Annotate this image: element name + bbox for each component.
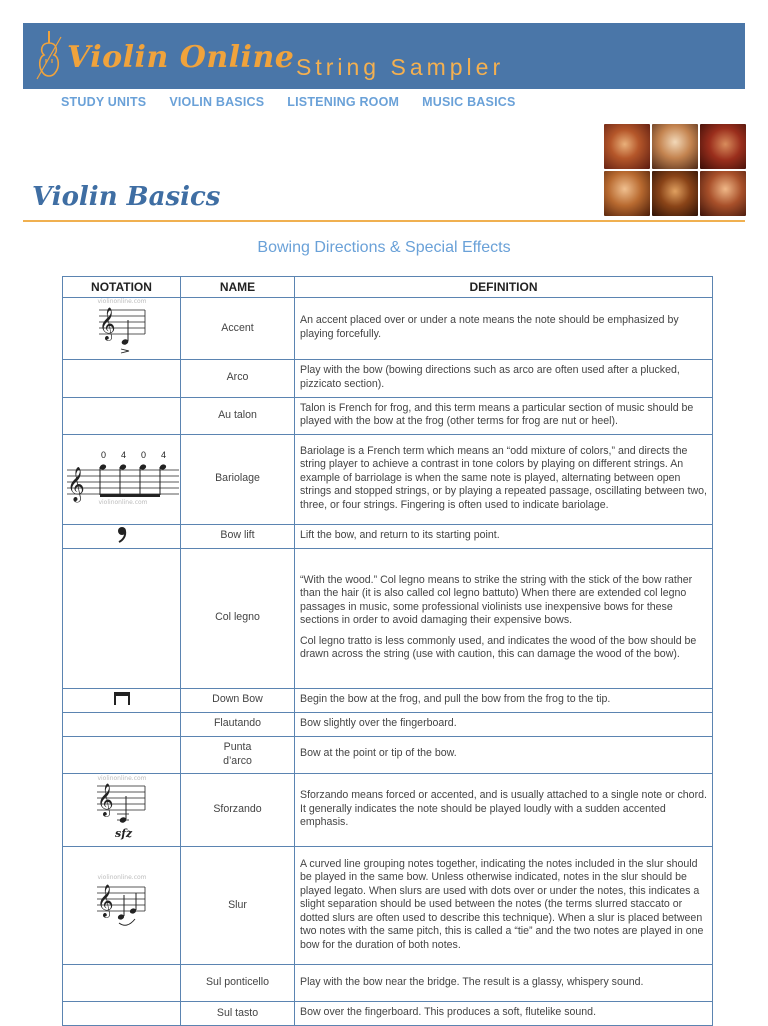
term-name: Arco bbox=[181, 359, 295, 397]
portrait-image bbox=[652, 124, 698, 169]
brand-logo-text[interactable]: Violin Online bbox=[67, 40, 295, 75]
table-row bbox=[63, 524, 713, 548]
table-row bbox=[63, 965, 713, 1002]
accent-staff-icon bbox=[87, 298, 157, 354]
svg-text:𝄞: 𝄞 bbox=[98, 307, 116, 340]
notation-cell bbox=[63, 712, 181, 736]
term-definition: Begin the bow at the frog, and pull the bow from the frog to the tip. bbox=[295, 688, 713, 712]
nav-violin-basics[interactable]: VIOLIN BASICS bbox=[169, 95, 265, 109]
portrait-image bbox=[700, 124, 746, 169]
notation-cell bbox=[63, 298, 181, 360]
term-definition: Play with the bow near the bridge. The result is a glassy, whispery sound. bbox=[295, 965, 713, 1002]
table-header-row bbox=[63, 277, 713, 298]
bariolage-staff-icon bbox=[63, 448, 181, 506]
table-row bbox=[63, 773, 713, 847]
slur-staff-icon bbox=[87, 873, 157, 933]
notation-cell bbox=[63, 359, 181, 397]
table-row bbox=[63, 397, 713, 434]
term-name: Bariolage bbox=[181, 434, 295, 524]
svg-text:𝄞: 𝄞 bbox=[96, 782, 114, 816]
term-name: Sul tasto bbox=[181, 1002, 295, 1026]
portrait-image bbox=[652, 171, 698, 216]
watermark: violinonline.com bbox=[96, 774, 147, 782]
fingering-label: 4 bbox=[161, 449, 167, 460]
svg-text:𝄞: 𝄞 bbox=[96, 884, 114, 918]
table-row bbox=[63, 1002, 713, 1026]
notation-cell bbox=[63, 773, 181, 847]
portrait-image bbox=[604, 124, 650, 169]
notation-cell bbox=[63, 688, 181, 712]
term-name: Au talon bbox=[181, 397, 295, 434]
table-row bbox=[63, 434, 713, 524]
watermark: violinonline.com bbox=[98, 498, 148, 506]
notation-cell bbox=[63, 965, 181, 1002]
nav-music-basics[interactable]: MUSIC BASICS bbox=[422, 95, 516, 109]
brand-subtitle: String Sampler bbox=[296, 54, 505, 80]
nav-study-units[interactable]: STUDY UNITS bbox=[61, 95, 147, 109]
watermark: violinonline.com bbox=[96, 298, 147, 305]
watermark: violinonline.com bbox=[96, 874, 147, 882]
term-definition: An accent placed over or under a note means the note should be emphasized by playing forcefully. bbox=[295, 298, 713, 360]
term-name: Flautando bbox=[181, 712, 295, 736]
sforzando-staff-icon bbox=[87, 774, 157, 842]
term-name: Sforzando bbox=[181, 773, 295, 847]
column-header: NAME bbox=[181, 277, 295, 298]
notation-cell bbox=[63, 847, 181, 965]
notation-cell bbox=[63, 1002, 181, 1026]
table-row bbox=[63, 712, 713, 736]
bow-lift-icon bbox=[116, 525, 128, 543]
nav-listening-room[interactable]: LISTENING ROOM bbox=[287, 95, 400, 109]
header-banner bbox=[23, 23, 745, 89]
table-row bbox=[63, 688, 713, 712]
term-name: Down Bow bbox=[181, 688, 295, 712]
term-name: Col legno bbox=[181, 548, 295, 688]
notation-cell bbox=[63, 434, 181, 524]
fingering-label: 0 bbox=[141, 449, 147, 460]
term-name: Accent bbox=[181, 298, 295, 360]
table-row bbox=[63, 548, 713, 688]
term-definition: “With the wood.” Col legno means to strike the string with the stick of the bow rather than the hair (it is also called col legno battuto) When there are extended col legno passages in music, some professional violinists use inexpensive bows for these sections in order to avoid damaging their expensive bows. Col legno tratto is less commonly used, and indicates the wood of the bow should be drawn across the string (use with caution, this can damage the wood of the bow). bbox=[295, 548, 713, 688]
notation-cell bbox=[63, 524, 181, 548]
term-definition: Sforzando means forced or accented, and is usually attached to a single note or chord. It generally indicates the note should be played loudly with a sudden accented emphasis. bbox=[295, 773, 713, 847]
term-name: Slur bbox=[181, 847, 295, 965]
section-title: Violin Basics bbox=[32, 182, 221, 212]
violin-icon bbox=[35, 29, 63, 85]
table-row bbox=[63, 298, 713, 360]
portrait-image bbox=[700, 171, 746, 216]
sfz-marking: sfz bbox=[114, 826, 132, 840]
table-row bbox=[63, 359, 713, 397]
definitions-table bbox=[62, 276, 713, 1026]
table-row bbox=[63, 736, 713, 773]
column-header: DEFINITION bbox=[295, 277, 713, 298]
section-divider bbox=[23, 220, 745, 222]
notation-cell bbox=[63, 548, 181, 688]
term-definition: Talon is French for frog, and this term means a particular section of music should be played with the bow at the frog (other terms for frog are nut or heel). bbox=[295, 397, 713, 434]
term-definition: Bow at the point or tip of the bow. bbox=[295, 736, 713, 773]
down-bow-icon bbox=[113, 691, 131, 705]
notation-cell bbox=[63, 736, 181, 773]
term-definition: Bow slightly over the fingerboard. bbox=[295, 712, 713, 736]
term-definition: Lift the bow, and return to its starting point. bbox=[295, 524, 713, 548]
term-definition: A curved line grouping notes together, indicating the notes included in the slur should be played in the same bow. Unless otherwise indicated, notes in the slur should be played legato. When slurs are used with dots over or under the notes, this indicates a slight separation should be used between the notes (the terms slurred staccato or dotted slurs are often used to describe this technique). When a slur is placed between two notes with the same pitch, this is called a “tie” and the two notes are played in one bow for the duration of both notes. bbox=[295, 847, 713, 965]
main-nav bbox=[61, 95, 516, 109]
portrait-image bbox=[604, 171, 650, 216]
svg-text:𝄞: 𝄞 bbox=[67, 466, 85, 502]
fingering-label: 4 bbox=[121, 449, 127, 460]
page-title: Bowing Directions & Special Effects bbox=[257, 239, 511, 256]
term-definition: Bow over the fingerboard. This produces a soft, flutelike sound. bbox=[295, 1002, 713, 1026]
notation-cell bbox=[63, 397, 181, 434]
term-definition: Play with the bow (bowing directions such as arco are often used after a plucked, pizzicato section). bbox=[295, 359, 713, 397]
fingering-label: 0 bbox=[101, 449, 107, 460]
table-row bbox=[63, 847, 713, 965]
term-name: Punta d’arco bbox=[181, 736, 295, 773]
term-definition: Bariolage is a French term which means an “odd mixture of colors,” and directs the string player to achieve a contrast in tone colors by playing on different strings. An example of barriolage is when the same note is played, alternating between open strings and stopped strings, or by playing a repeated passage, oscillating between two, three, or four strings. Fingering is often used to indicate bariolage. bbox=[295, 434, 713, 524]
composer-portraits bbox=[604, 124, 746, 218]
term-name: Bow lift bbox=[181, 524, 295, 548]
term-name: Sul ponticello bbox=[181, 965, 295, 1002]
column-header: NOTATION bbox=[63, 277, 181, 298]
